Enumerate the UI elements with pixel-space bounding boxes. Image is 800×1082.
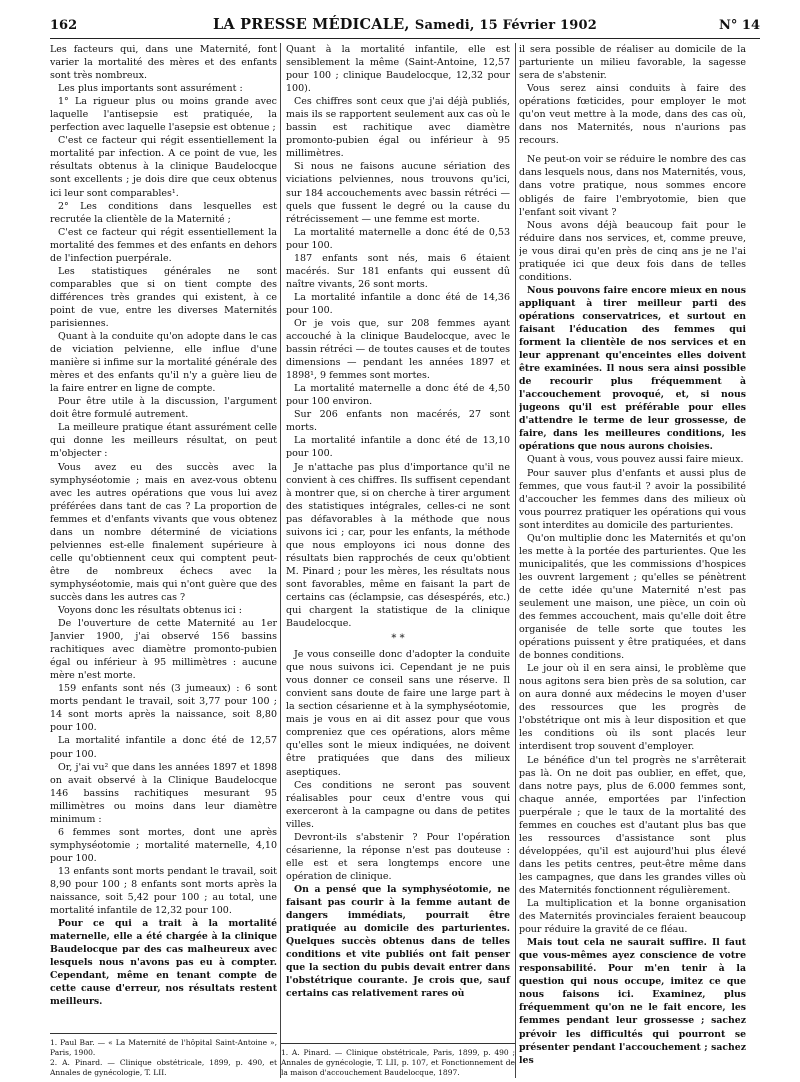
paragraph: 1° La rigueur plus ou moins grande avec laquelle l'antisepsie est pratiquée, la perfection avec laquelle l'asepsie est obtenue ; xyxy=(50,96,277,134)
paragraph: Mais tout cela ne saurait suffire. Il faut que vous-mêmes ayez conscience de votre responsabilité. Pour m'en tenir à la question qui nous occupe, imitez ce que nous faisons ici. Examinez, plus fréquemment qu'on ne le fait encore, les femmes pendant leur grossesse ; sachez prévoir les difficultés qui pourront se présenter pendant l'accouchement ; sachez les xyxy=(519,937,746,1066)
paragraph: Quant à vous, vous pouvez aussi faire mieux. xyxy=(527,454,744,466)
paragraph: Ne peut-on voir se réduire le nombre des cas dans lesquels nous, dans nos Maternités, vous, dans votre pratique, nous sommes encore obligés de faire l'embryotomie, bien que l'enfant soit vivant ? xyxy=(519,154,746,218)
paragraph: Vous serez ainsi conduits à faire des opérations fœticides, pour employer le mot qu'on veut mettre à la mode, dans des cas où, dans nos Maternités, nous n'aurions pas recours. xyxy=(519,83,746,147)
paragraph: Je vous conseille donc d'adopter la conduite que nous suivons ici. Cependant je ne puis vous donner ce conseil sans une réserve. Il convient sans doute de faire une large part à la section césarienne et à la symphyséotomie, mais je vous en ai dit assez pour que vous compreniez que ces opérations, alors même qu'elles sont le mieux indiquées, ne doivent être pratiquées que dans des milieux aseptiques. xyxy=(286,649,510,778)
page-header xyxy=(50,16,760,39)
paragraph: 13 enfants sont morts pendant le travail, soit 8,90 pour 100 ; 8 enfants sont morts après la naissance, soit 5,42 pour 100 ; au total, une mortalité infantile de 12,32 pour 100. xyxy=(50,865,277,917)
issue-date: Samedi, 15 Février 1902 xyxy=(414,18,597,33)
paragraph: Je n'attache pas plus d'importance qu'il ne convient à ces chiffres. Ils suffisent cependant à montrer que, si on cherche à tirer argument des statistiques intégrales, celles-ci ne sont pas défavorables à la méthode que nous suivons ici ; car, pour les enfants, la méthode que nous employons ici nous donne des résultats bien rapprochés de ceux qu'obtient M. Pinard ; pour les mères, les résultats nous sont favorables, même en faisant la part de certains cas (éclampsie, cas désespérés, etc.) qui chargent la statistique de la clinique Baudelocque. xyxy=(286,461,510,630)
paragraph: La mortalité infantile a donc été de 13,10 pour 100. xyxy=(286,435,510,460)
paragraph: 2° Les conditions dans lesquelles est recrutée la clientèle de la Maternité ; xyxy=(50,200,277,225)
section-separator-stars: * * xyxy=(391,633,405,645)
paragraph: Qu'on multiplie donc les Maternités et qu'on les mette à la portée des parturientes. Que les municipalités, que les commissions d'hospices les ouvrent largement ; qu'elles se pénètrent de cette idée qu'une Maternité n'est pas seulement une maison, une pièce, un coin où des femmes accouchent, mais qu'elle doit être organisée de telle sorte que toutes les opérations puissent y être pratiquées, et dans de bonnes conditions. xyxy=(519,532,746,662)
paragraph: Quant à la mortalité infantile, elle est sensiblement la même (Saint-Antoine, 12,57 pour 100 ; clinique Baudelocque, 12,32 pour 100). xyxy=(286,44,510,95)
paragraph: La mortalité infantile a donc été de 14,36 pour 100. xyxy=(286,291,510,316)
paragraph: On a pensé que la symphyséotomie, ne faisant pas courir à la femme autant de dangers immédiats, pourrait être pratiquée au domicile des parturientes. Quelques succès obtenus dans de telles conditions et vite publiés ont fait penser que la section du pubis devait entrer dans l'obstétrique courante. Je crois que, sauf certains cas relativement rares où xyxy=(286,883,510,1000)
paragraph: Or, j'ai vu² que dans les années 1897 et 1898 on avait observé à la Clinique Baudelocque 146 bassins rachitiques mesurant 95 millimètres ou moins dans leur diamètre minimum : xyxy=(50,761,277,825)
paragraph: Pour sauver plus d'enfants et aussi plus de femmes, que vous faut-il ? avoir la possibilité d'accoucher les femmes dans des milieux où vous pourrez pratiquer les opérations qui vous sont interdites au domicile des parturientes. xyxy=(519,467,746,531)
paragraph: Les statistiques générales ne sont comparables que si on tient compte des différences très grandes qui existent, à ce point de vue, entre les diverses Maternités parisiennes. xyxy=(50,265,277,329)
paragraph: C'est ce facteur qui régit essentiellement la mortalité des femmes et des enfants en dehors de l'infection puerpérale. xyxy=(50,226,277,264)
column-left xyxy=(50,43,277,1078)
paragraph: Vous avez eu des succès avec la symphyséotomie ; mais en avez-vous obtenu avec les autres opérations que vous lui avez préférées dans tant de cas ? La proportion de femmes et d'enfants vivants que vous obtenez dans un nombre déterminé de viciations pelviennes est-elle finalement supérieure à celle qu'obtiennent ceux qui comptent peut-être de nombreux échecs avec la symphyséotomie, mais qui n'ont guère que des succès dans les autres cas ? xyxy=(50,461,277,603)
paragraph: Devront-ils s'abstenir ? Pour l'opération césarienne, la réponse n'est pas douteuse : elle est et sera longtemps encore une opération de clinique. xyxy=(286,831,510,882)
paragraph: Voyons donc les résultats obtenus ici : xyxy=(58,605,243,617)
paragraph: C'est ce facteur qui régit essentiellement la mortalité par infection. A ce point de vue, les résultats obtenus à la clinique Baudelocque sont excellents ; je dois dire que ceux obtenus ici leur sont comparables¹. xyxy=(50,135,277,199)
paragraph: Les plus importants sont assurément : xyxy=(58,83,243,95)
paragraph: La meilleure pratique étant assurément celle qui donne les meilleurs résultat, on peut m'objecter : xyxy=(50,422,277,460)
paragraph: Le bénéfice d'un tel progrès ne s'arrêterait pas là. On ne doit pas oublier, en effet, que, dans notre pays, plus de 6.000 femmes sont, chaque année, emportées par l'infection puerpérale ; que le taux de la mortalité des femmes en couches est d'autant plus bas que les ressources d'assistance sont plus développées, qu'il est aujourd'hui plus élevé dans les petits centres, peut-être même dans les campagnes, que dans les grandes villes où des Maternités fonctionnent régulièrement. xyxy=(519,754,746,896)
paragraph: Les facteurs qui, dans une Maternité, font varier la mortalité des mères et des enfants sont très nombreux. xyxy=(50,44,277,82)
paragraph: Pour être utile à la discussion, l'argument doit être formulé autrement. xyxy=(50,396,277,421)
page-number: 162 xyxy=(50,18,78,33)
paragraph: Pour ce qui a trait à la mortalité maternelle, elle a été chargée à la clinique Baudelocque par des cas malheureux avec lesquels nous n'avons pas eu à compter. Cependant, même en tenant compte de cette cause d'erreur, nos résultats restent meilleurs. xyxy=(50,918,277,1008)
column-right xyxy=(519,43,746,1078)
paragraph: La mortalité maternelle a donc été de 0,53 pour 100. xyxy=(286,226,510,251)
column-middle xyxy=(280,43,516,1078)
footnote: 1. Paul Bar. — « La Maternité de l'hôpital Saint-Antoine », Paris, 1900. xyxy=(50,1038,277,1057)
paragraph: Sur 206 enfants non macérés, 27 sont morts. xyxy=(286,409,510,434)
paragraph: 187 enfants sont nés, mais 6 étaient macérés. Sur 181 enfants qui eussent dû naître vivants, 26 sont morts. xyxy=(286,252,510,290)
paragraph: Si nous ne faisons aucune sériation des viciations pelviennes, nous trouvons qu'ici, sur 184 accouchements avec bassin rétréci — quels que fussent le degré ou la cause du rétrécissement — une femme est morte. xyxy=(286,161,510,225)
paragraph: il sera possible de réaliser au domicile de la parturiente un milieu favorable, la sagesse sera de s'abstenir. xyxy=(519,44,746,82)
footnote: 2. A. Pinard. — Clinique obstétricale, 1899, p. 490, et Annales de gynécologie, T. LII. xyxy=(50,1058,277,1077)
footnotes xyxy=(50,1033,277,1078)
footnotes xyxy=(281,1043,515,1078)
journal-title-line xyxy=(213,16,597,33)
paragraph: De l'ouverture de cette Maternité au 1er Janvier 1900, j'ai observé 156 bassins rachitiques avec diamètre promonto-pubien égal ou inférieur à 95 millimètres : aucune mère n'est morte. xyxy=(50,618,277,682)
footnote: 1. A. Pinard. — Clinique obstétricale, Paris, 1899, p. 490 ; Annales de gynécologie, T. LII, p. 107, et Fonctionnement de la maison d'accouchement Baudelocque, 1897. xyxy=(281,1048,515,1077)
paragraph: Or je vois que, sur 208 femmes ayant accouché à la clinique Baudelocque, avec le bassin rétréci — de toutes causes et de toutes dimensions — pendant les années 1897 et 1898¹, 9 femmes sont mortes. xyxy=(286,317,510,382)
journal-title: LA PRESSE MÉDICALE, xyxy=(213,16,410,33)
issue-number: N° 14 xyxy=(718,18,760,33)
paragraph: La mortalité maternelle a donc été de 4,50 pour 100 environ. xyxy=(286,383,510,408)
paragraph: La mortalité infantile a donc été de 12,57 pour 100. xyxy=(50,735,277,760)
paragraph: Ces chiffres sont ceux que j'ai déjà publiés, mais ils se rapportent seulement aux cas où le bassin est rachitique avec diamètre promonto-pubien égal ou inférieur à 95 millimètres. xyxy=(286,96,510,160)
paragraph: Le jour où il en sera ainsi, le problème que nous agitons sera bien près de sa solution, car on aura donné aux médecins le moyen d'user des ressources que les progrès de l'obstétrique ont mis à leur disposition et que les conditions où ils sont placés leur interdisent trop souvent d'employer. xyxy=(519,663,746,753)
paragraph: Ces conditions ne seront pas souvent réalisables pour ceux d'entre vous qui exerceront à la campagne ou dans de petites villes. xyxy=(286,779,510,830)
text-columns xyxy=(50,43,760,1078)
paragraph: Nous avons déjà beaucoup fait pour le réduire dans nos services, et, comme preuve, je vous dirai qu'en près de cinq ans je ne l'ai pratiquée ici que deux fois dans de telles conditions. xyxy=(519,219,746,283)
paragraph: La multiplication et la bonne organisation des Maternités provinciales feraient beaucoup pour réduire la gravité de ce fléau. xyxy=(519,898,746,936)
paragraph: 159 enfants sont nés (3 jumeaux) : 6 sont morts pendant le travail, soit 3,77 pour 100 ; 14 sont morts après la naissance, soit 8,80 pour 100. xyxy=(50,683,277,734)
paragraph: 6 femmes sont mortes, dont une après symphyséotomie ; mortalité maternelle, 4,10 pour 100. xyxy=(50,826,277,864)
paragraph: Nous pouvons faire encore mieux en nous appliquant à tirer meilleur parti des opérations conservatrices, et surtout en faisant l'éducation des femmes qui forment la clientèle de nos services et en leur apprenant qu'enceintes elles doivent être examinées. Il nous sera ainsi possible de recourir plus fréquemment à l'accouchement provoqué, et, si nous jugeons qu'il est préférable pour elles d'attendre le terme de leur grossesse, de faire, dans les meilleures conditions, les opérations que nous aurons choisies. xyxy=(519,284,746,453)
paragraph: Quant à la conduite qu'on adopte dans le cas de viciation pelvienne, elle influe d'une manière si infime sur la mortalité générale des mères et des enfants qu'il n'y a guère lieu de la faire entrer en ligne de compte. xyxy=(50,331,277,395)
